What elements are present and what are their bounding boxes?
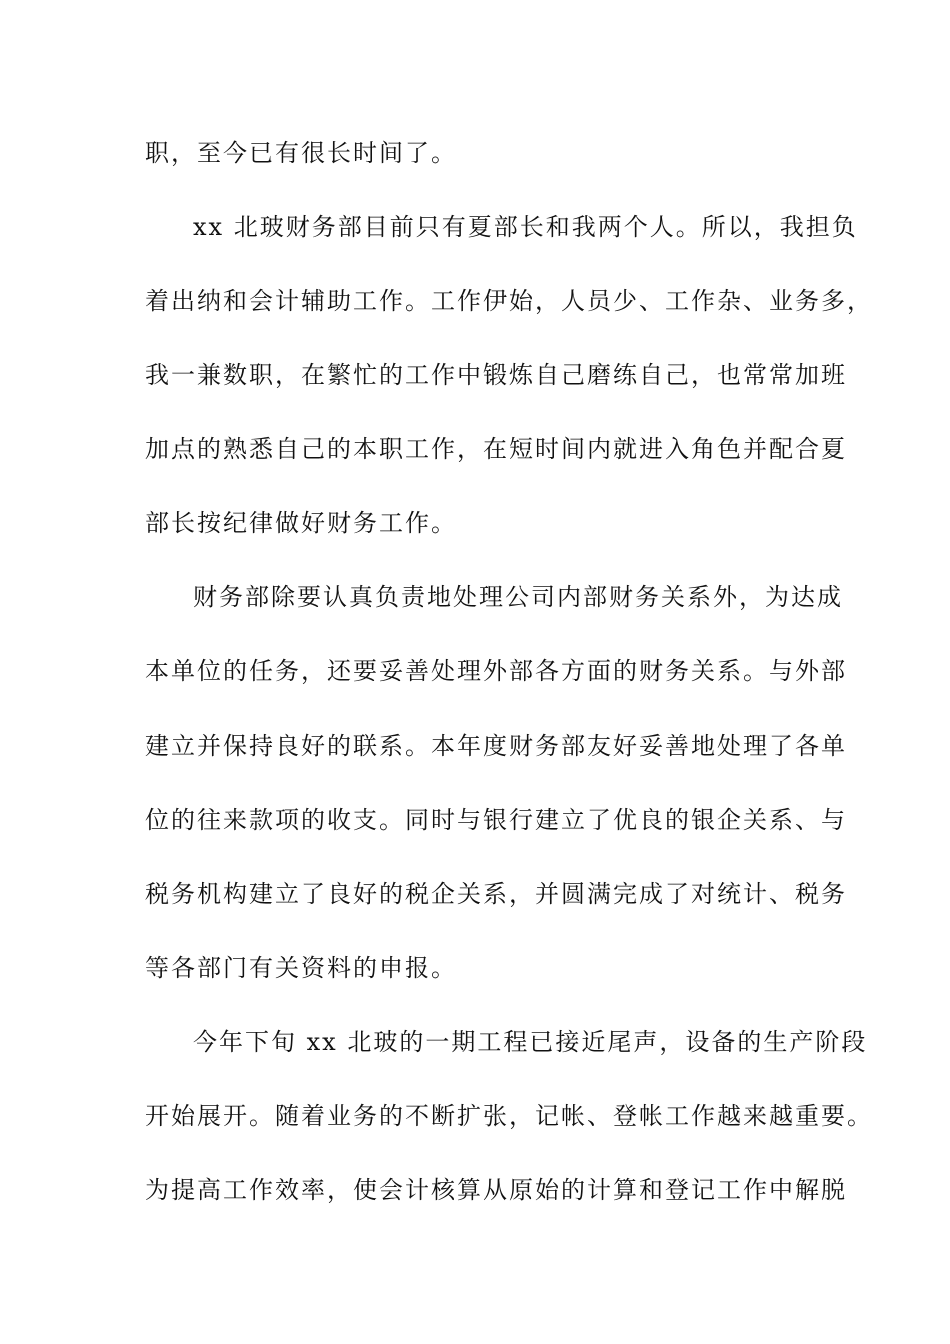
text-line: 开始展开。随着业务的不断扩张，记帐、登帐工作越来越重要。: [145, 1102, 873, 1130]
text-line: 着出纳和会计辅助工作。工作伊始，人员少、工作杂、业务多，: [145, 287, 873, 315]
text-line: 位的往来款项的收支。同时与银行建立了优良的银企关系、与: [145, 806, 847, 834]
text-line: 税务机构建立了良好的税企关系，并圆满完成了对统计、税务: [145, 880, 847, 908]
text-line: 加点的熟悉自己的本职工作，在短时间内就进入角色并配合夏: [145, 435, 847, 463]
text-line: 我一兼数职，在繁忙的工作中锻炼自己磨练自己，也常常加班: [145, 361, 847, 389]
text-line: 本单位的任务，还要妥善处理外部各方面的财务关系。与外部: [145, 657, 847, 685]
text-line: 建立并保持良好的联系。本年度财务部友好妥善地处理了各单: [145, 732, 847, 760]
text-line: 职，至今已有很长时间了。: [145, 139, 457, 167]
text-line: 等各部门有关资料的申报。: [145, 954, 457, 982]
paragraph-first-line: 今年下旬 xx 北玻的一期工程已接近尾声，设备的生产阶段: [193, 1028, 868, 1056]
text-line: 部长按纪律做好财务工作。: [145, 509, 457, 537]
paragraph-first-line: 财务部除要认真负责地处理公司内部财务关系外，为达成: [193, 583, 843, 611]
text-line: 为提高工作效率，使会计核算从原始的计算和登记工作中解脱: [145, 1176, 847, 1204]
paragraph-first-line: xx 北玻财务部目前只有夏部长和我两个人。所以，我担负: [193, 213, 858, 241]
